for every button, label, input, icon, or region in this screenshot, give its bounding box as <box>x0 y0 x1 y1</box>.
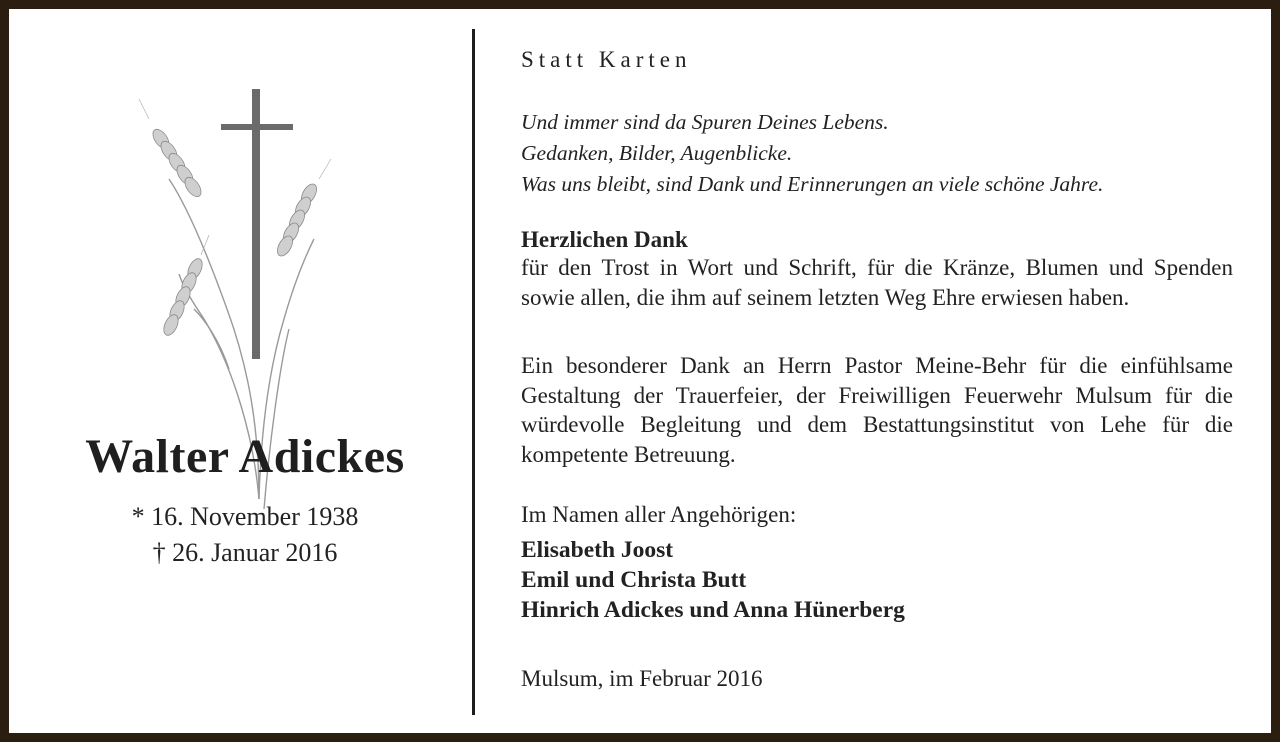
memorial-verse <box>521 107 1103 200</box>
special-thanks-paragraph: Ein besonderer Dank an Herrn Pastor Meine-Behr für die einfühlsame Gestaltung der Trauerfeier, der Freiwilligen Feuerwehr Mulsum für die würdevolle Begleitung und dem Bestattungsinstitut von Lehe für die kompetente Betreuung. <box>521 353 1233 467</box>
vertical-divider <box>472 29 475 715</box>
place-date: Mulsum, im Februar 2016 <box>521 666 763 691</box>
statt-karten-header: Statt Karten <box>521 47 692 72</box>
signer: Emil und Christa Butt <box>521 567 747 593</box>
deceased-name: Walter Adickes <box>85 430 405 483</box>
obituary-card <box>9 9 1271 733</box>
verse-line: Gedanken, Bilder, Augenblicke. <box>521 141 793 165</box>
verse-line: Was uns bleibt, sind Dank und Erinnerungen an viele schöne Jahre. <box>521 172 1104 196</box>
verse-line: Und immer sind da Spuren Deines Lebens. <box>521 110 889 134</box>
signer: Elisabeth Joost <box>521 537 674 563</box>
life-dates <box>9 499 481 571</box>
thanks-heading: Herzlichen Dank <box>521 227 688 252</box>
death-date: † 26. Januar 2016 <box>152 538 338 567</box>
thanks-paragraph: für den Trost in Wort und Schrift, für die Kränze, Blumen und Spenden sowie allen, die ihm auf seinem letzten Weg Ehre erwiesen haben. <box>521 255 1233 310</box>
birth-date: * 16. November 1938 <box>131 502 359 531</box>
signers-list <box>521 535 905 625</box>
family-intro: Im Namen aller Angehörigen: <box>521 502 797 527</box>
signer: Hinrich Adickes und Anna Hünerberg <box>521 597 905 623</box>
